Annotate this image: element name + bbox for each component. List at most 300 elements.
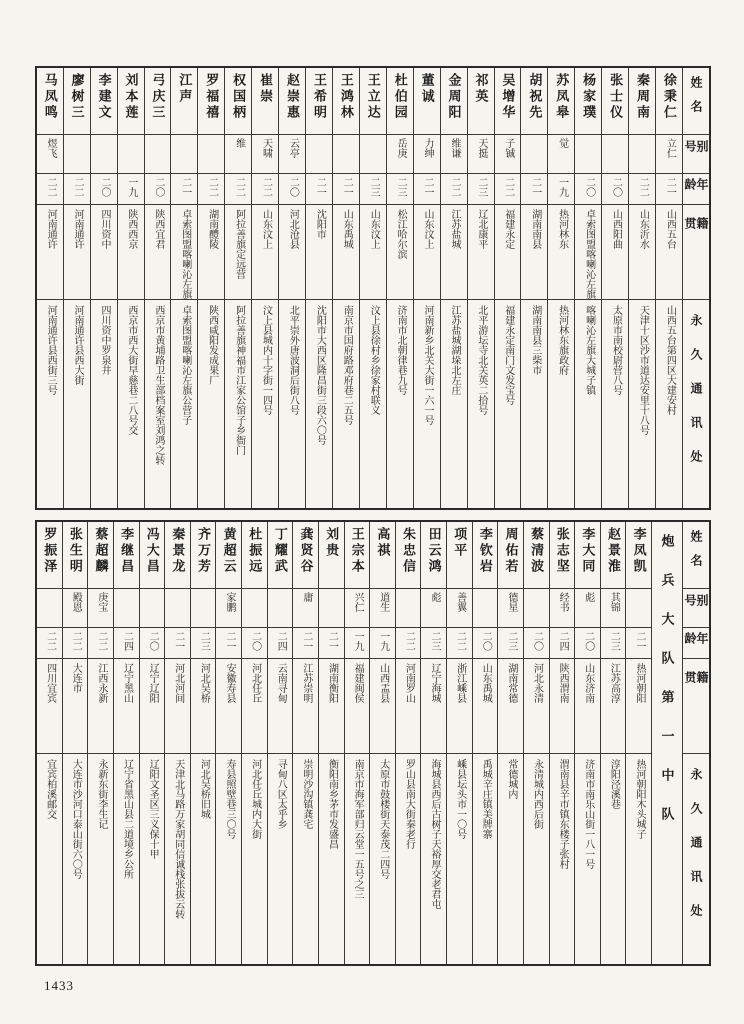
person-age-cell (495, 174, 521, 205)
person-age-text: 二一 (172, 631, 184, 651)
person-name-cell (521, 68, 547, 135)
person-native-text: 山东禹城 (341, 209, 353, 249)
person-native-text: 河南通许 (45, 209, 57, 249)
header-label-address (683, 300, 709, 508)
person-address-cell (548, 300, 574, 508)
person-name-text: 江声 (177, 73, 193, 105)
person-alias-cell (421, 589, 446, 628)
person-address-text: 永清城内西后街 (531, 759, 543, 829)
person-alias-text: 力绅 (422, 138, 434, 158)
person-native-text: 大连市 (70, 663, 82, 693)
person-age-text: 二二 (72, 177, 84, 197)
person-native-text: 江苏盐城 (448, 209, 460, 249)
person-address-cell (524, 754, 549, 964)
person-alias-cell (548, 135, 574, 174)
person-alias-cell (345, 589, 370, 628)
person-column (524, 522, 550, 964)
person-age-cell (498, 628, 523, 659)
person-address-text: 河北任丘城内大街 (249, 759, 261, 839)
person-native-cell (171, 205, 197, 300)
person-name-text: 田云鸿 (426, 527, 442, 575)
person-native-text: 河北永清 (531, 663, 543, 703)
person-age-cell (387, 174, 413, 205)
person-alias-text: 庸 (300, 592, 312, 602)
person-address-cell (37, 754, 62, 964)
person-age-cell (293, 628, 318, 659)
person-name-text: 李继昌 (119, 527, 135, 575)
person-native-text: 河北吴桥 (198, 663, 210, 703)
person-native-text: 河北任丘 (249, 663, 261, 703)
person-name-text: 蔡超麟 (93, 527, 109, 575)
person-age-text: 二三 (368, 177, 380, 197)
person-alias-text: 德星 (505, 592, 517, 612)
person-alias-cell (118, 135, 144, 174)
person-native-text: 四川资中 (98, 209, 110, 249)
person-column (602, 68, 629, 508)
person-native-text: 湖南衡阳 (326, 663, 338, 703)
person-column (447, 522, 473, 964)
person-native-cell (498, 659, 523, 754)
person-address-text: 北平游坛寺北关英二拾号 (475, 305, 487, 415)
person-age-cell (118, 174, 144, 205)
person-address-text: 西京市西大街早慈巷二八号交 (125, 305, 137, 435)
person-age-cell (145, 174, 171, 205)
person-native-cell (601, 659, 626, 754)
person-name-cell (345, 522, 370, 589)
person-name-text: 蔡清波 (529, 527, 545, 575)
person-native-cell (225, 205, 251, 300)
person-name-text: 王立达 (365, 73, 381, 121)
person-name-text: 赵景淮 (605, 527, 621, 575)
person-native-cell (524, 659, 549, 754)
person-name-cell (91, 68, 117, 135)
person-column (191, 522, 217, 964)
person-column (171, 68, 198, 508)
person-name-cell (414, 68, 440, 135)
person-alias-text: 经书 (557, 592, 569, 612)
person-native-text: 浙江嵊县 (454, 663, 466, 703)
person-native-cell (64, 205, 90, 300)
person-native-cell (333, 205, 359, 300)
person-address-cell (63, 754, 88, 964)
person-address-text: 衡阳南乡茅市发盛昌 (326, 759, 338, 849)
person-native-cell (421, 659, 446, 754)
person-native-text: 山西阳曲 (610, 209, 622, 249)
person-age-text: 二〇 (480, 631, 492, 651)
person-address-text: 汶上县徐村乡徐家村联义 (368, 305, 380, 415)
person-native-cell (345, 659, 370, 754)
person-name-text: 金周阳 (446, 73, 462, 121)
person-alias-text: 家鹏 (223, 592, 235, 612)
person-alias-cell (626, 589, 651, 628)
person-column (626, 522, 652, 964)
roster-table-bottom (35, 520, 711, 966)
person-column (421, 522, 447, 964)
person-age-text: 二一 (422, 177, 434, 197)
person-age-cell (360, 174, 386, 205)
person-name-cell (387, 68, 413, 135)
person-alias-text: 立仁 (664, 138, 676, 158)
person-age-cell (165, 628, 190, 659)
person-native-text: 福建闽侯 (352, 663, 364, 703)
person-alias-cell (333, 135, 359, 174)
person-address-text: 淳阳泾溪巷 (608, 759, 620, 809)
person-native-cell (629, 205, 655, 300)
person-name-text: 朱忠信 (400, 527, 416, 575)
person-alias-cell (279, 135, 305, 174)
person-native-cell (468, 205, 494, 300)
person-age-text: 二三 (475, 177, 487, 197)
person-age-cell (629, 174, 655, 205)
person-name-text: 王宗本 (349, 527, 365, 575)
person-address-cell (575, 754, 600, 964)
person-address-text: 山西五台第四区大建安村 (664, 305, 676, 415)
person-alias-cell (575, 589, 600, 628)
person-alias-cell (396, 589, 421, 628)
person-native-text: 湖南常德 (505, 663, 517, 703)
person-age-cell (421, 628, 446, 659)
person-alias-text: 子铖 (502, 138, 514, 158)
person-alias-cell (165, 589, 190, 628)
person-name-cell (64, 68, 90, 135)
person-column (414, 68, 441, 508)
person-name-cell (140, 522, 165, 589)
person-age-text: 二〇 (531, 631, 543, 651)
person-native-cell (145, 205, 171, 300)
person-age-text: 二三 (395, 177, 407, 197)
person-native-cell (447, 659, 472, 754)
person-name-text: 吴增华 (500, 73, 516, 121)
person-address-text: 辽阳文圣区三义保十甲 (147, 759, 159, 859)
person-address-text: 沈阳市大西区隆昌街三段六〇号 (314, 305, 326, 445)
person-address-text: 辽宁省黑山县二道境乡公所 (121, 759, 133, 879)
person-name-text: 秦景龙 (170, 527, 186, 575)
person-native-text: 河南通许 (72, 209, 84, 249)
person-native-cell (279, 205, 305, 300)
person-name-cell (242, 522, 267, 589)
page-number: 1433 (44, 978, 74, 993)
person-age-cell (468, 174, 494, 205)
person-native-text: 福建永定 (502, 209, 514, 249)
person-name-cell (145, 68, 171, 135)
person-name-cell (333, 68, 359, 135)
person-name-text: 黄超云 (221, 527, 237, 575)
person-column (575, 68, 602, 508)
person-address-text: 卓索图盟喀喇沁左旗公营子 (179, 305, 191, 425)
person-native-text: 云南寻甸 (275, 663, 287, 703)
person-age-cell (521, 174, 547, 205)
person-name-text: 权国柄 (231, 73, 247, 121)
person-alias-cell (495, 135, 521, 174)
person-column (216, 522, 242, 964)
person-age-cell (414, 174, 440, 205)
person-age-text: 二〇 (249, 631, 261, 651)
person-alias-cell (468, 135, 494, 174)
person-age-cell (548, 174, 574, 205)
person-alias-cell (252, 135, 278, 174)
person-name-cell (524, 522, 549, 589)
person-age-text: 二四 (275, 631, 287, 651)
person-address-cell (91, 300, 117, 508)
person-native-text: 辽北康平 (475, 209, 487, 249)
person-native-text: 江苏崇明 (300, 663, 312, 703)
person-address-text: 罗山县南大街秦老行 (403, 759, 415, 849)
person-alias-cell (37, 135, 63, 174)
person-name-text: 赵崇惠 (285, 73, 301, 121)
person-native-cell (306, 205, 332, 300)
header-label-name-text: 姓名 (689, 530, 703, 578)
person-column (252, 68, 279, 508)
person-column (441, 68, 468, 508)
person-column (601, 522, 627, 964)
person-address-text: 常德城内 (505, 759, 517, 799)
person-address-cell (319, 754, 344, 964)
person-native-cell (602, 205, 628, 300)
person-native-text: 陕西渭南 (557, 663, 569, 703)
person-age-cell (575, 174, 601, 205)
person-address-cell (145, 300, 171, 508)
person-address-cell (387, 300, 413, 508)
person-native-text: 陕西宜君 (152, 209, 164, 249)
person-alias-cell (88, 589, 113, 628)
person-address-text: 汶上县城内十字街一四号 (260, 305, 272, 415)
person-alias-cell (306, 135, 332, 174)
person-age-cell (91, 174, 117, 205)
person-native-text: 山东汶上 (422, 209, 434, 249)
header-label-age-text: 年龄 (683, 632, 709, 646)
person-alias-cell (293, 589, 318, 628)
person-column (333, 68, 360, 508)
person-column (165, 522, 191, 964)
person-age-text: 二〇 (152, 177, 164, 197)
person-age-cell (524, 628, 549, 659)
person-name-text: 刘本莲 (123, 73, 139, 121)
person-address-text: 济南市北朝律巷九号 (395, 305, 407, 395)
person-age-cell (64, 174, 90, 205)
person-native-cell (575, 205, 601, 300)
person-native-text: 山东济南 (582, 663, 594, 703)
person-name-text: 罗振泽 (42, 527, 58, 575)
person-name-cell (498, 522, 523, 589)
person-address-text: 宜宾柏溪邮交 (44, 759, 56, 819)
person-column (495, 68, 522, 508)
person-column (242, 522, 268, 964)
person-age-cell (447, 628, 472, 659)
person-column (114, 522, 140, 964)
person-alias-cell (575, 135, 601, 174)
person-address-text: 大连市沙河口泰山街六〇号 (70, 759, 82, 879)
person-address-cell (242, 754, 267, 964)
person-address-cell (114, 754, 139, 964)
person-address-cell (629, 300, 655, 508)
person-age-cell (216, 628, 241, 659)
person-address-text: 阿拉善旗神福市江家公馆子乡衙门 (233, 305, 245, 455)
person-native-cell (414, 205, 440, 300)
person-name-cell (360, 68, 386, 135)
person-age-text: 二一 (341, 177, 353, 197)
person-native-cell (198, 205, 224, 300)
person-native-text: 湖南醴陵 (206, 209, 218, 249)
header-label-age (683, 174, 709, 205)
person-name-cell (198, 68, 224, 135)
person-age-text: 二一 (529, 177, 541, 197)
header-label-alias (683, 135, 709, 174)
person-age-text: 二一 (223, 631, 235, 651)
person-address-cell (656, 300, 682, 508)
person-address-text: 太原市鼓楼街天泰茂二四号 (377, 759, 389, 879)
person-native-text: 山东汶上 (368, 209, 380, 249)
person-native-text: 河南罗山 (403, 663, 415, 703)
person-name-text: 祁英 (473, 73, 489, 105)
person-address-text: 热河林东旗政府 (556, 305, 568, 375)
person-native-cell (118, 205, 144, 300)
person-column (387, 68, 414, 508)
person-column (91, 68, 118, 508)
person-native-cell (165, 659, 190, 754)
person-alias-cell (140, 589, 165, 628)
person-name-cell (165, 522, 190, 589)
person-age-cell (140, 628, 165, 659)
person-age-cell (279, 174, 305, 205)
person-native-cell (252, 205, 278, 300)
person-name-cell (37, 522, 62, 589)
person-column (63, 522, 89, 964)
roster-table-top (35, 66, 711, 510)
person-age-text: 二二 (403, 631, 415, 651)
person-age-text: 二一 (314, 177, 326, 197)
person-native-text: 安徽寿县 (223, 663, 235, 703)
person-age-cell (333, 174, 359, 205)
person-alias-cell (114, 589, 139, 628)
person-name-cell (191, 522, 216, 589)
person-column (293, 522, 319, 964)
person-address-cell (252, 300, 278, 508)
person-alias-text: 庚宝 (95, 592, 107, 612)
person-address-cell (447, 754, 472, 964)
person-address-text: 热河朝阳木头城子 (633, 759, 645, 839)
person-name-cell (421, 522, 446, 589)
person-name-cell (319, 522, 344, 589)
person-name-text: 李钦岩 (477, 527, 493, 575)
person-alias-cell (498, 589, 523, 628)
person-column (37, 68, 64, 508)
person-native-cell (242, 659, 267, 754)
person-address-text: 永新东街李生记 (95, 759, 107, 829)
person-name-cell (629, 68, 655, 135)
person-column (521, 68, 548, 508)
person-address-text: 渭南县辛市镇东楼子张村 (557, 759, 569, 869)
person-name-text: 罗福禧 (204, 73, 220, 121)
person-column (118, 68, 145, 508)
person-alias-cell (473, 589, 498, 628)
person-age-cell (191, 628, 216, 659)
person-native-cell (550, 659, 575, 754)
person-address-cell (198, 300, 224, 508)
header-label-alias (683, 589, 709, 628)
table-header-column (683, 522, 709, 964)
person-address-cell (118, 300, 144, 508)
person-name-cell (225, 68, 251, 135)
person-age-text: 二四 (557, 631, 569, 651)
person-native-cell (140, 659, 165, 754)
person-column (575, 522, 601, 964)
person-address-cell (421, 754, 446, 964)
person-age-text: 二〇 (287, 177, 299, 197)
person-name-text: 张志坚 (554, 527, 570, 575)
person-name-cell (88, 522, 113, 589)
person-native-text: 卓索图盟喀喇沁左旗 (583, 209, 595, 299)
person-name-cell (370, 522, 395, 589)
person-age-text: 二二 (95, 631, 107, 651)
person-alias-text: 觉 (556, 138, 568, 148)
person-column (37, 522, 63, 964)
person-age-text: 二二 (448, 177, 460, 197)
person-age-cell (626, 628, 651, 659)
person-native-cell (37, 205, 63, 300)
person-native-cell (37, 659, 62, 754)
person-age-cell (171, 174, 197, 205)
person-native-cell (268, 659, 293, 754)
person-age-text: 二一 (664, 177, 676, 197)
person-alias-cell (268, 589, 293, 628)
person-age-text: 二三 (608, 631, 620, 651)
header-label-name (683, 68, 709, 135)
person-address-cell (468, 300, 494, 508)
person-name-cell (626, 522, 651, 589)
person-alias-text: 善翼 (454, 592, 466, 612)
person-address-cell (414, 300, 440, 508)
person-address-cell (550, 754, 575, 964)
person-native-cell (396, 659, 421, 754)
person-name-text: 齐万芳 (195, 527, 211, 575)
person-address-cell (473, 754, 498, 964)
person-name-text: 张士仪 (608, 73, 624, 121)
person-address-cell (345, 754, 370, 964)
person-address-text: 北平崇外唐波洞后街八号 (287, 305, 299, 415)
person-address-text: 海城县西后古树子天裕厚交老君屯 (428, 759, 440, 909)
person-alias-cell (629, 135, 655, 174)
person-column (629, 68, 656, 508)
person-age-text: 二一 (179, 177, 191, 197)
header-label-name (683, 522, 709, 589)
person-address-text: 河南通许县西大街 (72, 305, 84, 385)
person-native-cell (387, 205, 413, 300)
person-name-text: 崔崇 (258, 73, 274, 105)
person-native-cell (656, 205, 682, 300)
person-native-text: 陕西西京 (125, 209, 137, 249)
header-label-alias-text: 别号 (683, 140, 709, 157)
person-age-cell (601, 628, 626, 659)
person-name-cell (468, 68, 494, 135)
person-address-cell (165, 754, 190, 964)
person-alias-cell (91, 135, 117, 174)
person-address-text: 太原市南校尉营八号 (610, 305, 622, 395)
person-name-cell (575, 68, 601, 135)
person-native-text: 山西五台 (664, 209, 676, 249)
person-age-cell (268, 628, 293, 659)
person-name-cell (171, 68, 197, 135)
person-native-cell (293, 659, 318, 754)
person-name-text: 胡祝先 (527, 73, 543, 121)
person-alias-text: 维 (233, 138, 245, 148)
person-alias-cell (171, 135, 197, 174)
person-native-text: 山东汶上 (260, 209, 272, 249)
person-native-text: 山东禹城 (480, 663, 492, 703)
person-address-text: 寻甸八区太乎乡 (275, 759, 287, 829)
person-native-text: 辽宁海城 (428, 663, 440, 703)
person-address-text: 南京市海军部归云堂一五号之三 (352, 759, 364, 899)
person-alias-text: 兴仁 (352, 592, 364, 612)
